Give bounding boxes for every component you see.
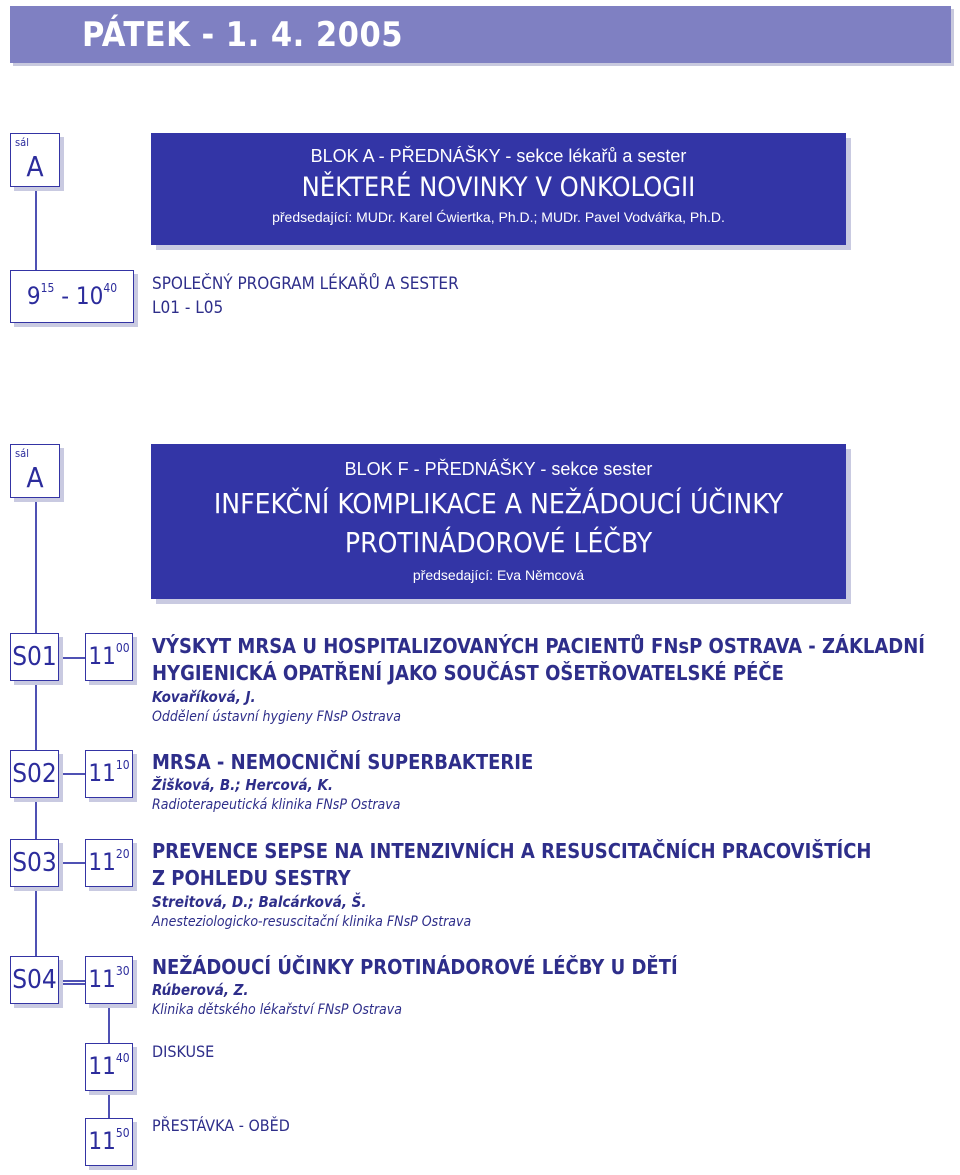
connector-line bbox=[57, 773, 85, 775]
day-header bbox=[10, 6, 951, 63]
time-range: $9^{15} - 10^{40}$ bbox=[26, 281, 118, 310]
talk-item bbox=[152, 633, 925, 725]
talk-title: Z POHLEDU SESTRY bbox=[152, 866, 351, 890]
talk-code-box: S02 bbox=[10, 750, 59, 798]
connector-line bbox=[57, 657, 85, 659]
break-time-box bbox=[85, 1118, 133, 1166]
talk-institution: Klinika dětského lékařství FNsP Ostrava bbox=[152, 1002, 402, 1018]
day-title: PÁTEK - 1. 4. 2005 bbox=[82, 15, 404, 55]
connector-line bbox=[35, 185, 37, 270]
talk-time-box bbox=[85, 750, 133, 798]
talk-item bbox=[152, 749, 533, 813]
time-box-joint bbox=[10, 270, 134, 323]
talk-time: $11^{10}$ bbox=[88, 758, 130, 787]
talk-time: $11^{00}$ bbox=[88, 641, 130, 670]
talk-authors: Rúberová, Z. bbox=[152, 981, 249, 999]
talk-authors: Streitová, D.; Balcárková, Š. bbox=[152, 893, 367, 911]
talk-item bbox=[152, 838, 871, 930]
talk-authors: Kovaříková, J. bbox=[152, 688, 256, 706]
block-a-subtitle: BLOK A - PŘEDNÁŠKY - sekce lékařů a sester bbox=[310, 146, 687, 166]
discussion-label: DISKUSE bbox=[152, 1042, 215, 1061]
connector-line bbox=[35, 496, 37, 983]
talk-time: $11^{30}$ bbox=[88, 964, 130, 993]
room-value: A bbox=[26, 150, 44, 183]
room-label: sál bbox=[15, 136, 29, 149]
block-f-chair: předsedající: Eva Němcová bbox=[412, 567, 585, 583]
room-box-block-f bbox=[10, 444, 60, 498]
talk-time-box bbox=[85, 633, 133, 681]
discussion-time: $11^{40}$ bbox=[88, 1051, 130, 1080]
block-f-title: INFEKČNÍ KOMPLIKACE A NEŽÁDOUCÍ ÚČINKY bbox=[213, 487, 784, 520]
room-value: A bbox=[26, 461, 44, 494]
block-f-title: PROTINÁDOROVÉ LÉČBY bbox=[344, 526, 653, 559]
room-box-block-a bbox=[10, 133, 60, 187]
talk-time-box bbox=[85, 956, 133, 1004]
break-time: $11^{50}$ bbox=[88, 1126, 130, 1155]
talk-code-box: S01 bbox=[10, 633, 59, 681]
connector-line bbox=[57, 862, 85, 864]
talk-title: MRSA - NEMOCNIČNÍ SUPERBAKTERIE bbox=[152, 750, 534, 774]
block-f-header bbox=[151, 444, 846, 599]
talk-authors: Žišková, B.; Hercová, K. bbox=[152, 776, 334, 794]
talk-time: $11^{20}$ bbox=[88, 847, 130, 876]
room-label: sál bbox=[15, 447, 29, 460]
block-a-header bbox=[151, 133, 846, 245]
talk-title: PREVENCE SEPSE NA INTENZIVNÍCH A RESUSCITAČNÍCH PRACOVIŠTÍCH bbox=[152, 839, 872, 863]
talk-code-box: S04 bbox=[10, 956, 59, 1004]
block-f-subtitle: BLOK F - PŘEDNÁŠKY - sekce sester bbox=[344, 459, 653, 479]
discussion-time-box bbox=[85, 1043, 133, 1091]
block-a-chair: předsedající: MUDr. Karel Ćwiertka, Ph.D.; MUDr. Pavel Vodvářka, Ph.D. bbox=[272, 209, 725, 225]
talk-code-box: S03 bbox=[10, 839, 59, 887]
block-a-title: NĚKTERÉ NOVINKY V ONKOLOGII bbox=[301, 172, 696, 203]
joint-program-text bbox=[152, 272, 459, 320]
break-label: PŘESTÁVKA - OBĚD bbox=[152, 1116, 290, 1135]
connector-line bbox=[57, 980, 85, 982]
talk-time-box bbox=[85, 839, 133, 887]
talk-title: NEŽÁDOUCÍ ÚČINKY PROTINÁDOROVÉ LÉČBY U DĚTÍ bbox=[152, 955, 678, 979]
talk-institution: Radioterapeutická klinika FNsP Ostrava bbox=[152, 797, 401, 813]
joint-program-title: SPOLEČNÝ PROGRAM LÉKAŘŮ A SESTER bbox=[152, 274, 459, 294]
talk-institution: Oddělení ústavní hygieny FNsP Ostrava bbox=[152, 709, 401, 725]
talk-institution: Anesteziologicko-resuscitační klinika FNsP Ostrava bbox=[152, 914, 472, 930]
talk-item bbox=[152, 954, 678, 1018]
joint-program-codes: L01 - L05 bbox=[152, 298, 224, 318]
talk-title: VÝSKYT MRSA U HOSPITALIZOVANÝCH PACIENTŮ FNsP OSTRAVA - ZÁKLADNÍ bbox=[152, 634, 925, 658]
talk-title: HYGIENICKÁ OPATŘENÍ JAKO SOUČÁST OŠETŘOVATELSKÉ PÉČE bbox=[152, 661, 784, 685]
